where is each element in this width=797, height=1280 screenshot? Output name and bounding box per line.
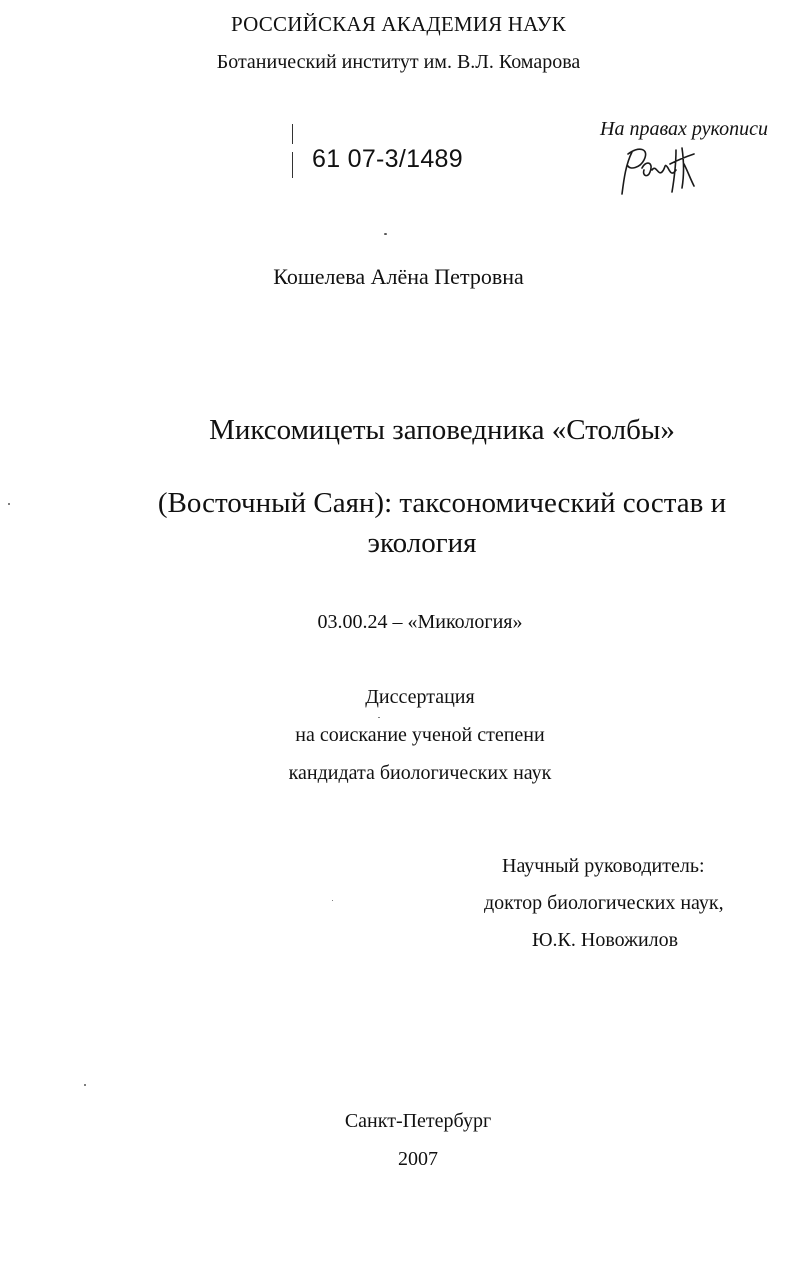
year: 2007 (398, 1148, 438, 1170)
institute-name: Ботанический институт им. В.Л. Комарова (216, 51, 581, 73)
thesis-title-line-1: Миксомицеты заповедника «Столбы» (209, 414, 675, 446)
stamp-bar (292, 152, 293, 178)
library-stamp-number: 61 07-3/1489 (312, 145, 463, 173)
scan-speck (384, 233, 387, 235)
scan-speck (8, 503, 10, 505)
dissertation-degree: кандидата биологических наук (288, 762, 552, 784)
thesis-title-line-2: (Восточный Саян): таксономический состав и (157, 487, 727, 519)
city: Санкт-Петербург (344, 1110, 492, 1132)
supervisor-name: Ю.К. Новожилов (532, 929, 679, 951)
thesis-title-line-3: экология (367, 527, 477, 559)
stamp-bar (292, 124, 293, 144)
author-name: Кошелева Алёна Петровна (273, 264, 524, 289)
handwritten-signature (618, 142, 708, 198)
dissertation-type: Диссертация (365, 686, 475, 708)
supervisor-label: Научный руководитель: (502, 855, 705, 877)
manuscript-rights-label: На правах рукописи (600, 118, 768, 140)
organization-name: РОССИЙСКАЯ АКАДЕМИЯ НАУК (231, 12, 566, 36)
dissertation-purpose: на соискание ученой степени (295, 724, 545, 746)
specialty-code: 03.00.24 – «Микология» (317, 611, 523, 633)
scan-speck (84, 1084, 86, 1086)
scan-speck (332, 900, 333, 901)
supervisor-degree: доктор биологических наук, (484, 892, 724, 914)
scan-speck (378, 717, 380, 718)
